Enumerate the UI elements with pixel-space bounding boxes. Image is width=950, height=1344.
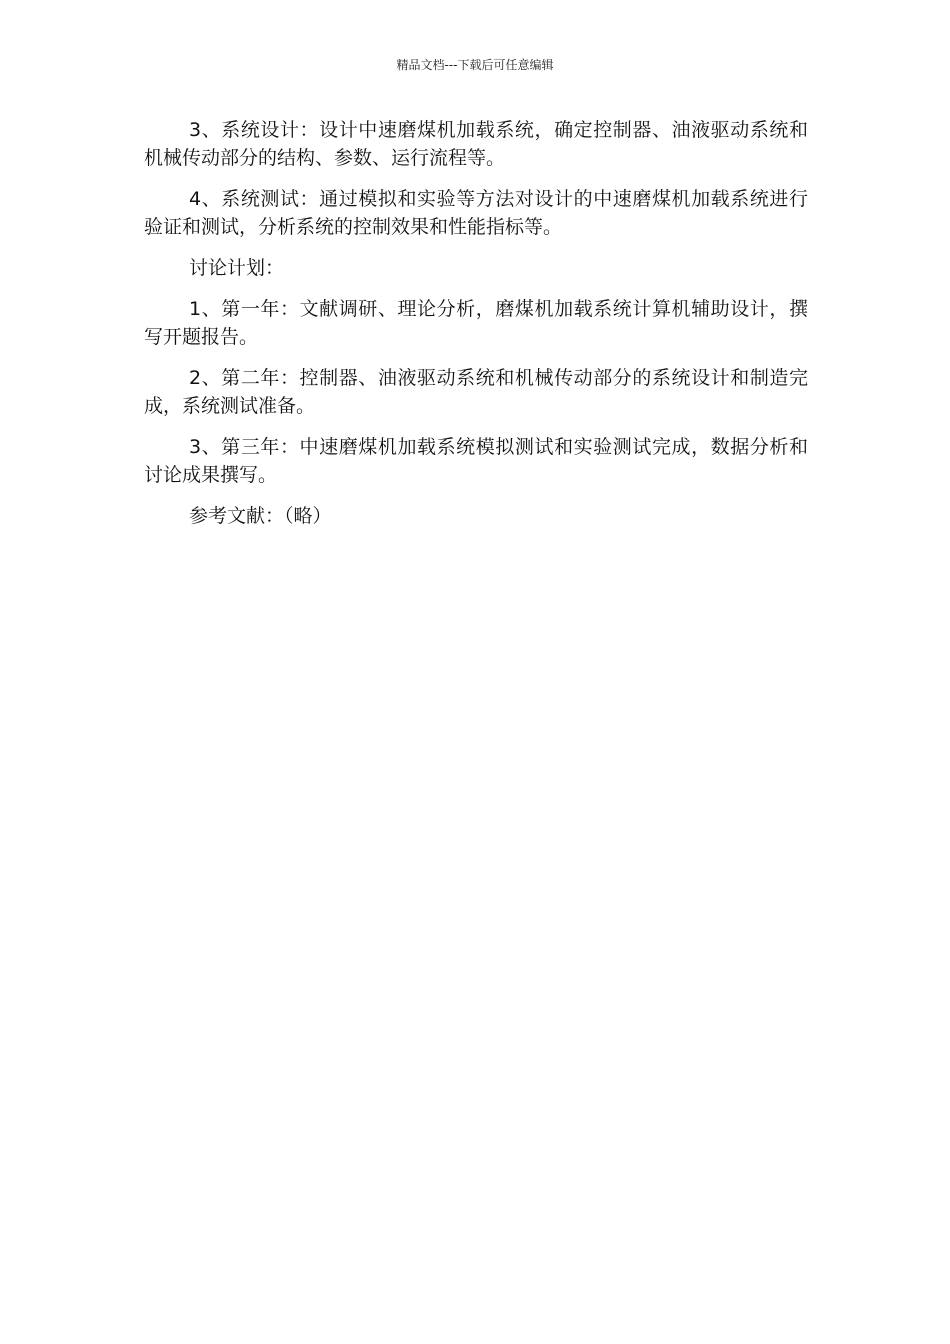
paragraph-system-design: 3、系统设计：设计中速磨煤机加载系统，确定控制器、油液驱动系统和机械传动部分的结构、参数、运行流程等。 bbox=[144, 119, 808, 169]
document-body bbox=[144, 116, 808, 543]
paragraph-year-one: 1、第一年：文献调研、理论分析，磨煤机加载系统计算机辅助设计，撰写开题报告。 bbox=[144, 298, 808, 348]
page-header: 精品文档---下载后可任意编辑 bbox=[396, 58, 554, 72]
paragraph-references: 参考文献：（略） bbox=[189, 505, 332, 527]
paragraph-plan-heading: 讨论计划： bbox=[189, 257, 285, 279]
paragraph-year-two: 2、第二年：控制器、油液驱动系统和机械传动部分的系统设计和制造完成，系统测试准备。 bbox=[144, 367, 808, 417]
paragraph-system-testing: 4、系统测试：通过模拟和实验等方法对设计的中速磨煤机加载系统进行验证和测试，分析系统的控制效果和性能指标等。 bbox=[144, 188, 808, 238]
paragraph-year-three: 3、第三年：中速磨煤机加载系统模拟测试和实验测试完成，数据分析和讨论成果撰写。 bbox=[144, 436, 808, 486]
